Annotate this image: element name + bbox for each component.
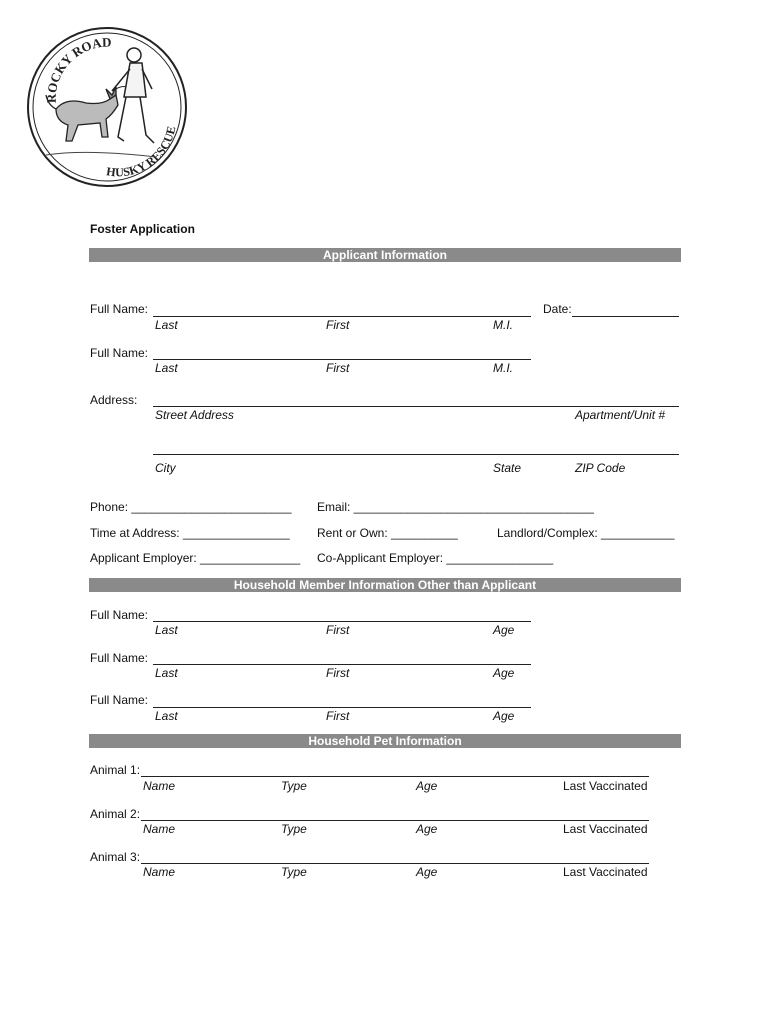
street-address-field[interactable] xyxy=(153,406,679,407)
section-header-household: Household Member Information Other than Applicant xyxy=(89,578,681,592)
sub-first: First xyxy=(326,623,350,637)
sub-state: State xyxy=(493,461,522,475)
sub-first: First xyxy=(326,361,350,375)
sub-name: Name xyxy=(143,865,176,879)
sub-apartment-unit: Apartment/Unit # xyxy=(575,408,666,422)
sub-first: First xyxy=(326,318,350,332)
applicant-employer-field[interactable]: Applicant Employer: _______________ xyxy=(90,551,301,565)
logo-bottom-text: HUSKY RESCUE xyxy=(105,124,179,180)
landlord-complex-field[interactable]: Landlord/Complex: ___________ xyxy=(497,526,675,540)
animal-2-field[interactable] xyxy=(141,820,649,821)
full-name-label: Full Name: xyxy=(90,651,149,665)
applicant-name-field[interactable] xyxy=(153,316,531,317)
phone-field[interactable]: Phone: ________________________ xyxy=(90,500,292,514)
rocky-road-husky-rescue-logo xyxy=(26,25,188,189)
sub-last-vaccinated: Last Vaccinated xyxy=(563,865,648,879)
sub-last: Last xyxy=(155,666,178,680)
sub-mi: M.I. xyxy=(493,318,513,332)
sub-age: Age xyxy=(416,822,438,836)
sub-age: Age xyxy=(416,865,438,879)
address-label: Address: xyxy=(90,393,138,407)
sub-zip-code: ZIP Code xyxy=(575,461,626,475)
sub-age: Age xyxy=(493,623,515,637)
household-member-2-field[interactable] xyxy=(153,664,531,665)
sub-first: First xyxy=(326,666,350,680)
household-member-3-field[interactable] xyxy=(153,707,531,708)
full-name-label: Full Name: xyxy=(90,693,149,707)
sub-name: Name xyxy=(143,822,176,836)
sub-type: Type xyxy=(281,779,307,793)
animal-2-label: Animal 2: xyxy=(90,807,141,821)
animal-1-field[interactable] xyxy=(141,776,649,777)
sub-age: Age xyxy=(416,779,438,793)
city-state-zip-field[interactable] xyxy=(153,454,679,455)
section-header-applicant: Applicant Information xyxy=(89,248,681,262)
sub-type: Type xyxy=(281,822,307,836)
sub-age: Age xyxy=(493,666,515,680)
animal-3-label: Animal 3: xyxy=(90,850,141,864)
household-member-1-field[interactable] xyxy=(153,621,531,622)
sub-last: Last xyxy=(155,318,178,332)
form-title: Foster Application xyxy=(90,222,195,236)
full-name-label: Full Name: xyxy=(90,302,149,316)
logo-top-text: ROCKY ROAD xyxy=(43,34,112,104)
date-label: Date: xyxy=(543,302,572,316)
svg-text:ROCKY ROAD xyxy=(44,35,112,103)
co-applicant-name-field[interactable] xyxy=(153,359,531,360)
sub-last: Last xyxy=(155,361,178,375)
time-at-address-field[interactable]: Time at Address: ________________ xyxy=(90,526,290,540)
rent-or-own-field[interactable]: Rent or Own: __________ xyxy=(317,526,458,540)
full-name-label: Full Name: xyxy=(90,346,149,360)
full-name-label: Full Name: xyxy=(90,608,149,622)
sub-name: Name xyxy=(143,779,176,793)
animal-3-field[interactable] xyxy=(141,863,649,864)
sub-first: First xyxy=(326,709,350,723)
sub-last-vaccinated: Last Vaccinated xyxy=(563,822,648,836)
sub-last: Last xyxy=(155,623,178,637)
sub-street-address: Street Address xyxy=(155,408,234,422)
section-header-pets: Household Pet Information xyxy=(89,734,681,748)
animal-1-label: Animal 1: xyxy=(90,763,141,777)
sub-last-vaccinated: Last Vaccinated xyxy=(563,779,648,793)
sub-mi: M.I. xyxy=(493,361,513,375)
co-applicant-employer-field[interactable]: Co-Applicant Employer: ________________ xyxy=(317,551,554,565)
sub-last: Last xyxy=(155,709,178,723)
sub-age: Age xyxy=(493,709,515,723)
sub-city: City xyxy=(155,461,176,475)
email-field[interactable]: Email: ____________________________________ xyxy=(317,500,594,514)
date-field[interactable] xyxy=(572,316,679,317)
svg-text:HUSKY RESCUE xyxy=(105,125,178,180)
sub-type: Type xyxy=(281,865,307,879)
